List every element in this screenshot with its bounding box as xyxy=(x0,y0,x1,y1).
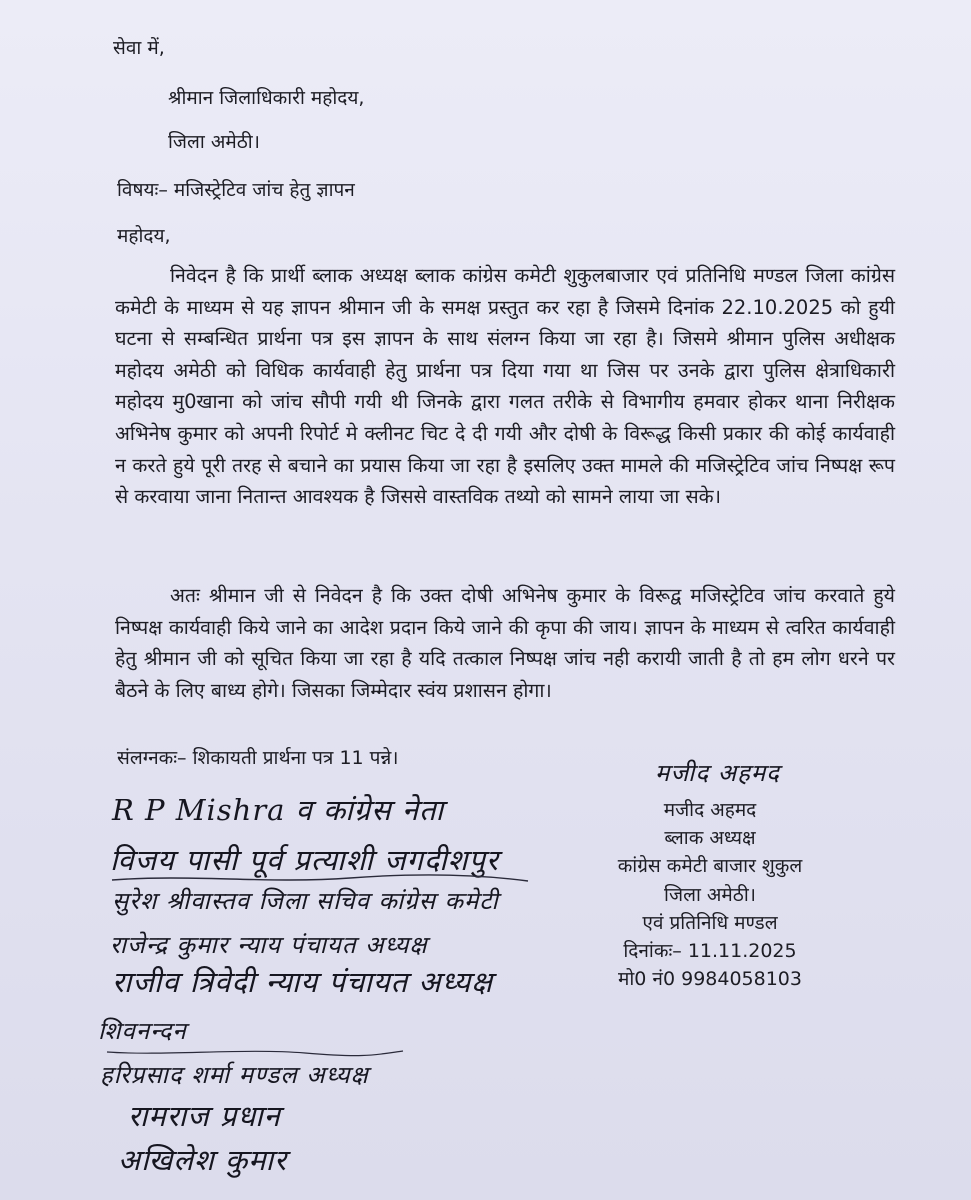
handwritten-signature-2: विजय पासी पूर्व प्रत्याशी जगदीशपुर xyxy=(110,843,499,877)
pen-underline-stroke xyxy=(105,1046,405,1058)
handwritten-signature-9: अखिलेश कुमार xyxy=(118,1143,287,1177)
district-line: जिला अमेठी। xyxy=(168,131,260,153)
enclosure-line: संलग्नकः– शिकायती प्रार्थना पत्र 11 पन्ने। xyxy=(117,747,399,769)
signatory-mobile: मो0 नं0 9984058103 xyxy=(618,968,802,991)
handwritten-signature-3: सुरेश श्रीवास्तव जिला सचिव कांग्रेस कमेटी xyxy=(112,887,499,915)
handwritten-signature-1: R P Mishra व कांग्रेस नेता xyxy=(112,793,445,827)
signatory-date: दिनांकः– 11.11.2025 xyxy=(623,940,797,963)
addressee: श्रीमान जिलाधिकारी महोदय, xyxy=(168,87,365,109)
signatory-district: जिला अमेठी। xyxy=(664,883,756,906)
handwritten-signature-6: शिवनन्दन xyxy=(98,1017,187,1045)
signatory-designation: ब्लाक अध्यक्ष xyxy=(664,827,756,850)
signatory-block xyxy=(560,796,860,993)
signatory-name: मजीद अहमद xyxy=(663,799,757,821)
handwritten-signature-7: हरिप्रसाद शर्मा मण्डल अध्यक्ष xyxy=(100,1061,369,1089)
pen-underline-stroke xyxy=(110,872,530,886)
signatory-signature: मजीद अहमद xyxy=(655,759,780,787)
signatory-organisation: कांग्रेस कमेटी बाजार शुकुल xyxy=(617,855,803,878)
greeting: महोदय, xyxy=(117,225,171,247)
handwritten-signature-4: राजेन्द्र कुमार न्याय पंचायत अध्यक्ष xyxy=(110,931,428,959)
subject-line: विषयः– मजिस्ट्रेटिव जांच हेतु ज्ञापन xyxy=(117,179,355,201)
body-paragraph-1: निवेदन है कि प्रार्थी ब्लाक अध्यक्ष ब्लाक कांग्रेस कमेटी शुकुलबाजार एवं प्रतिनिधि मण्डल जिला कांग्रेस कमेटी के माध्यम से यह ज्ञापन श्रीमान जी के समक्ष प्रस्तुत कर रहा है जिसमे दिनांक 22.10.2025 को हुयी घटना से सम्बन्धित प्रार्थना पत्र इस ज्ञापन के साथ संलग्न किया जा रहा है। जिसमे श्रीमान पुलिस अधीक्षक महोदय अमेठी को विधिक कार्यवाही हेतु प्रार्थना पत्र दिया गया था जिस पर उनके द्वारा पुलिस क्षेत्राधिकारी महोदय मु0खाना को जांच सौपी गयी थी जिनके द्वारा गलत तरीके से विभागीय हमवार होकर थाना निरीक्षक अभिनेष कुमार को अपनी रिपोर्ट मे क्लीनट चिट दे दी गयी और दोषी के विरूद्ध किसी प्रकार की कोई कार्यवाही न करते हुये पूरी तरह से बचाने का प्रयास किया जा रहा है इसलिए उक्त मामले की मजिस्ट्रेटिव जांच निष्पक्ष रूप से करवाया जाना नितान्त आवश्यक है जिससे वास्तविक तथ्यो को सामने लाया जा सके। xyxy=(115,264,895,509)
signatory-delegation: एवं प्रतिनिधि मण्डल xyxy=(642,911,778,934)
handwritten-signature-5: राजीव त्रिवेदी न्याय पंचायत अध्यक्ष xyxy=(112,965,494,999)
salutation: सेवा में, xyxy=(113,37,165,59)
handwritten-signature-8: रामराज प्रधान xyxy=(128,1099,281,1133)
body-paragraph-2: अतः श्रीमान जी से निवेदन है कि उक्त दोषी अभिनेष कुमार के विरूद्व मजिस्ट्रेटिव जांच करवाते हुये निष्पक्ष कार्यवाही किये जाने का आदेश प्रदान किये जाने की कृपा की जाय। ज्ञापन के माध्यम से त्वरित कार्यवाही हेतु श्रीमान जी को सूचित किया जा रहा है यदि तत्काल निष्पक्ष जांच नही करायी जाती है तो हम लोग धरने पर बैठने के लिए बाध्य होगे। जिसका जिम्मेदार स्वंय प्रशासन होगा। xyxy=(115,584,895,702)
